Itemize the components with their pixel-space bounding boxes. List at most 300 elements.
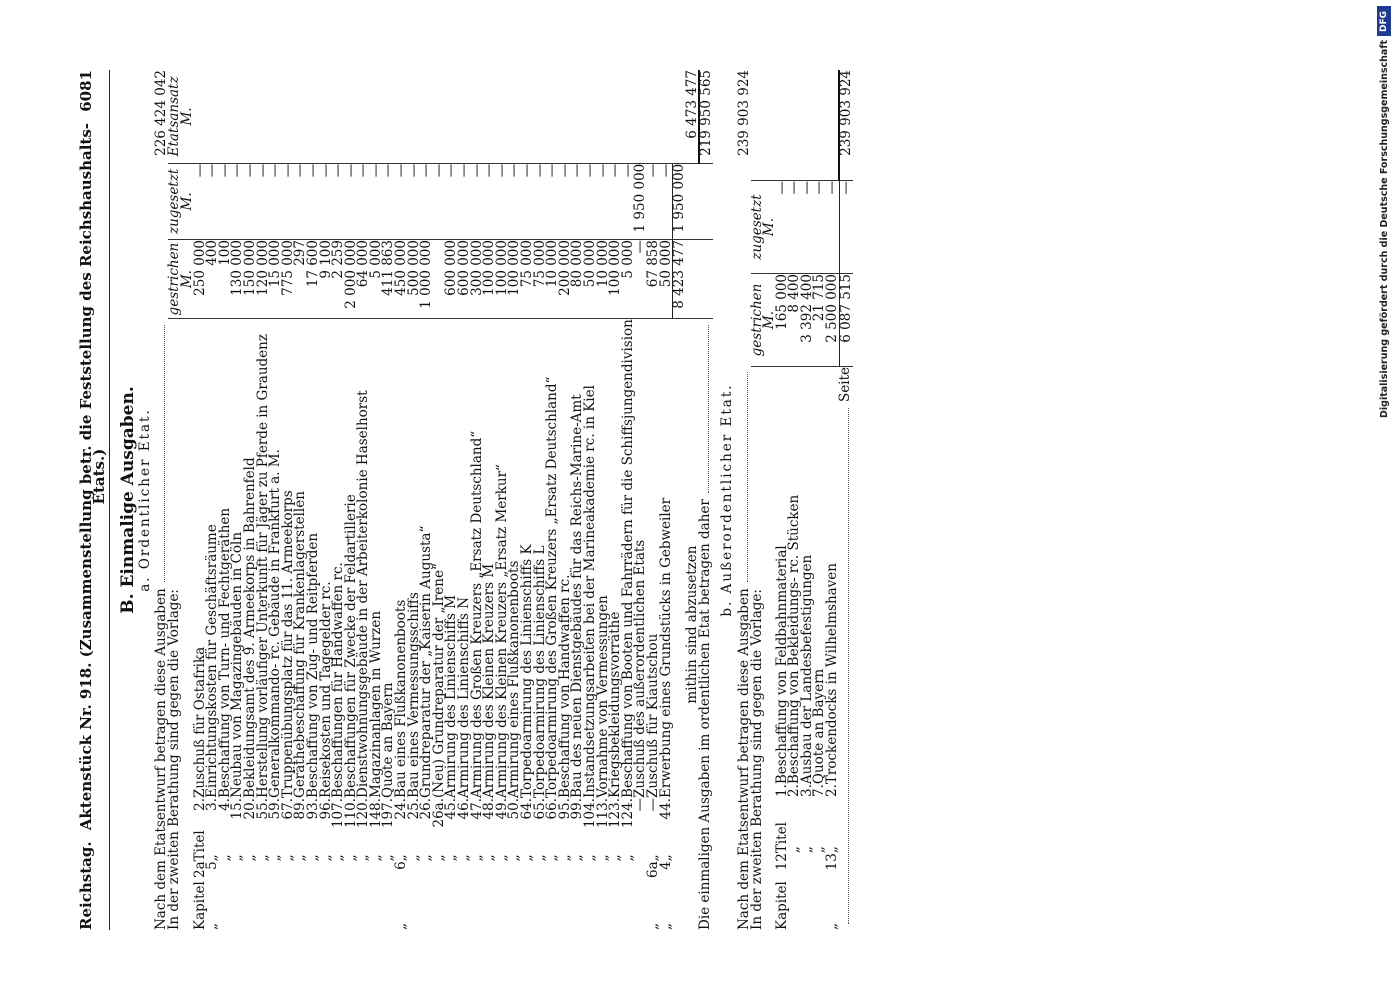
title-label: „ [456, 854, 473, 862]
chapter-label [584, 881, 597, 930]
item-description: Beschaffungen für Handwaffen rc. [330, 562, 347, 798]
ord-total-amount: 219 950 565 [699, 70, 713, 163]
item-description: Erwerbung eines Grundstücks in Gebweiler [657, 497, 674, 798]
amount-gestrichen: 411 863 [382, 240, 395, 319]
title-label: „ [644, 854, 661, 862]
chapter-number [496, 861, 509, 881]
title-number: 49. [493, 797, 510, 820]
extra-intro-amount: 239 903 924 [735, 70, 752, 156]
chapter-label [370, 881, 383, 930]
chapter-label [320, 881, 333, 930]
chapter-label: „ [393, 923, 410, 930]
chapter-label [622, 881, 635, 930]
amount-gestrichen: 297 [294, 240, 307, 319]
chapter-number [521, 861, 534, 881]
title-label: „ [481, 854, 498, 862]
chapter-label: „ [644, 923, 661, 930]
title-number: 93. [304, 797, 321, 820]
chapter-number: 4 [657, 861, 674, 870]
amount-zugesetzt: — [445, 163, 458, 239]
chapter-number [420, 861, 433, 881]
title-number: 26a. [430, 797, 447, 828]
title-number: — [644, 797, 661, 812]
chapter-label [483, 881, 496, 930]
chapter-label: „ [657, 923, 674, 930]
amount-gestrichen: 500 000 [408, 240, 421, 319]
item-description: Magazinanlagen in Wurzen [367, 610, 384, 798]
title-label: „ [292, 854, 309, 862]
title-label: „ [824, 846, 841, 854]
item-description: Bau eines Flußkanonenboots [393, 599, 410, 798]
title-number: 26. [418, 797, 435, 820]
title-number: 4. [216, 797, 233, 811]
item-description: Bekleidungsamt des 9. Armeekorps in Bahrenfeld [241, 457, 258, 798]
amount-gestrichen: 50 000 [584, 240, 597, 319]
chapter-label [231, 881, 244, 930]
item-description: Armirung des Linienschiffs M [443, 594, 460, 798]
item-description: Beschaffung von Booten und Fahrrädern für die Schiffsjungendivision [619, 319, 636, 798]
chapter-label [219, 881, 232, 930]
amount-gestrichen: 130 000 [231, 240, 244, 319]
chapter-label [508, 881, 521, 930]
title-number: — [632, 797, 649, 812]
title-label: „ [556, 854, 573, 862]
chapter-label [408, 881, 421, 930]
amount-zugesetzt: — [458, 163, 471, 239]
title-number: 24. [393, 797, 410, 820]
amount-gestrichen: 2 259 [332, 240, 345, 319]
title-number: 2. [824, 784, 841, 797]
title-label: „ [811, 846, 828, 854]
amount-gestrichen: 15 000 [269, 240, 282, 319]
title-number: 44. [657, 797, 674, 820]
item-description: Beschaffung von Feldbahnmaterial [773, 545, 790, 785]
chapter-label [345, 881, 358, 930]
chapter-label [433, 881, 446, 930]
ordinary-table [155, 70, 713, 930]
header-title: Aktenstück Nr. 918. (Zusammenstellung betr. die Feststellung des Reichshaushalts-Etats.) [77, 122, 108, 831]
chapter-number [345, 861, 358, 881]
chapter-number [597, 861, 610, 881]
title-label: „ [393, 854, 410, 862]
item-description: Vornahme von Vermessungen [594, 595, 611, 798]
title-number: 2. [191, 797, 208, 811]
chapter-label [571, 881, 584, 930]
chapter-number [458, 861, 471, 881]
amount-gestrichen: 10 000 [597, 240, 610, 319]
title-label: Titel [773, 822, 790, 854]
amount-zugesetzt: — [647, 163, 660, 239]
chapter-number [433, 861, 446, 881]
digitization-credit: Digitalisierung gefördert durch die Deutsche Forschungsgemeinschaft [1379, 40, 1390, 418]
amount-gestrichen: 67 858 [647, 240, 660, 319]
table-row [788, 70, 801, 930]
chapter-number [320, 861, 333, 881]
item-description: Grundreparatur der „Kaiserin Augusta“ [418, 525, 435, 798]
chapter-label [597, 881, 610, 930]
item-description: Bau des neuen Dienstgebäudes für das Reichs-Marine-Amt [569, 394, 586, 798]
item-description: Zuschuß für Ostafrika [191, 646, 208, 798]
amount-zugesetzt: — [622, 163, 635, 239]
item-description: Beschaffung von Zug- und Reitpferden [304, 532, 321, 798]
item-description: Instandsetzungsarbeiten bei der Marineakademie rc. in Kiel [581, 385, 598, 798]
amount-zugesetzt: — [219, 163, 232, 239]
chapter-number [408, 861, 421, 881]
amount-gestrichen: 100 000 [496, 240, 509, 319]
extra-table [735, 70, 855, 930]
item-description: Zuschuß des außerordentlichen Etats [632, 539, 649, 798]
title-number: 64. [519, 797, 535, 820]
chapter-label [546, 881, 559, 930]
title-label: „ [544, 854, 561, 862]
amount-gestrichen: 250 000 [194, 240, 207, 319]
amount-gestrichen: 2 000 000 [345, 240, 358, 319]
item-description: Torpedoarmirung des Großen Kreuzers „Ersatz Deutschland“ [544, 376, 561, 798]
amount-gestrichen: 100 000 [483, 240, 496, 319]
item-description: (Neu) Grundreparatur der „Irene“ [430, 563, 447, 798]
item-description: Einrichtungskosten für Geschäftsräume [204, 524, 221, 798]
amount-zugesetzt: — [546, 163, 559, 239]
chapter-number [622, 861, 635, 881]
col-etatsansatz-unit: M. [178, 107, 195, 126]
chapter-label [609, 881, 622, 930]
title-label: Titel [191, 830, 208, 862]
amount-gestrichen: 300 000 [471, 240, 484, 319]
item-description: Beschaffung von Handwaffen rc. [556, 574, 573, 798]
chapter-number: 6 [393, 861, 410, 870]
extra-items [773, 70, 841, 930]
title-label: „ [304, 854, 321, 862]
item-description: Armirung eines Flußkanonenboots [506, 560, 523, 798]
chapter-label [244, 881, 257, 930]
amount-zugesetzt: — [282, 163, 295, 239]
chapter-number [332, 861, 345, 881]
table-row [826, 70, 839, 930]
amount-gestrichen: 100 000 [508, 240, 521, 319]
chapter-label [420, 881, 433, 930]
title-label: „ [216, 854, 233, 862]
amount-zugesetzt: — [534, 163, 547, 239]
amount-zugesetzt: — [471, 163, 484, 239]
chapter-number [483, 861, 496, 881]
amount-gestrichen: 75 000 [521, 240, 534, 319]
title-label: „ [355, 854, 372, 862]
item-description: Reisekosten und Tagegelder rc. [317, 581, 334, 798]
col-zugesetzt-unit: M. [178, 192, 195, 211]
col-zugesetzt: zugesetzt [166, 168, 183, 235]
title-number: 1. [773, 784, 790, 797]
title-number: 120. [355, 797, 372, 829]
chapter-number [307, 861, 320, 881]
chapter-number [445, 861, 458, 881]
title-number: 55. [254, 797, 271, 820]
title-number: 45. [443, 797, 460, 820]
extra-sum-gestrichen: 6 087 515 [839, 274, 853, 367]
item-description: Herstellung vorläufiger Unterkunft für Jäger zu Pferde in Graudenz [254, 334, 271, 798]
amount-gestrichen: 120 000 [257, 240, 270, 319]
amount-zugesetzt: — [433, 163, 446, 239]
title-label: „ [342, 854, 359, 862]
amount-zugesetzt: — [382, 163, 395, 239]
title-number: 50. [506, 797, 523, 820]
amount-gestrichen: 100 000 [609, 240, 622, 319]
item-description: Zuschuß für Kiautschou [644, 633, 661, 798]
title-number: 48. [481, 797, 498, 820]
amount-zugesetzt: — [597, 163, 610, 239]
item-description: Armirung des Kleinen Kreuzers M [481, 563, 498, 798]
ord-intro: Nach dem Etatsentwurf betragen diese Ausgaben [153, 588, 170, 930]
amount-zugesetzt: — [801, 181, 814, 274]
chapter-label [458, 881, 471, 930]
title-number: 96. [317, 797, 334, 820]
chapter-number [219, 861, 232, 881]
amount-gestrichen: 150 000 [244, 240, 257, 319]
amount-gestrichen: 600 000 [445, 240, 458, 319]
item-description: Dienstwohnungsgebäude in der Arbeiterkolonie Haselhorst [355, 390, 372, 798]
amount-zugesetzt: — [660, 163, 673, 239]
extra-col-zugesetzt-unit: M. [761, 217, 778, 237]
amount-zugesetzt: — [521, 163, 534, 239]
header-left: Reichstag. [77, 841, 95, 930]
ord-sum-gestrichen: 8 423 477 [673, 240, 686, 319]
title-number: 65. [531, 797, 548, 820]
extra-debate-line: In der zweiten Berathung sind gegen die Vorlage: [748, 589, 765, 930]
amount-gestrichen: 775 000 [282, 240, 295, 319]
amount-zugesetzt: — [826, 181, 839, 274]
chapter-number: 12 [773, 853, 790, 871]
item-description: Geräthebeschaffung für Krankenlagerstellen [292, 491, 309, 798]
chapter-number [584, 861, 597, 881]
amount-gestrichen: 9 100 [320, 240, 333, 319]
chapter-label: Kapitel [191, 881, 208, 930]
extra-col-zugesetzt: zugesetzt [748, 194, 765, 260]
amount-zugesetzt: — [357, 163, 370, 239]
chapter-label [471, 881, 484, 930]
chapter-label [257, 881, 270, 930]
title-label: „ [229, 854, 246, 862]
amount-gestrichen: 50 000 [660, 240, 673, 319]
chapter-label [521, 881, 534, 930]
amount-zugesetzt: — [320, 163, 333, 239]
amount-zugesetzt: — [559, 163, 572, 239]
amount-zugesetzt: — [776, 181, 789, 274]
abzusetzen-amount: 6 473 477 [686, 70, 700, 163]
amount-gestrichen: 64 000 [357, 240, 370, 319]
amount-zugesetzt: — [571, 163, 584, 239]
chapter-label [332, 881, 345, 930]
title-label: „ [619, 854, 636, 862]
table-row [813, 70, 826, 930]
title-label: „ [607, 854, 624, 862]
title-number: 15. [229, 797, 246, 820]
title-number: 3. [204, 797, 221, 811]
item-description: Trockendocks in Wilhelmshaven [824, 563, 841, 785]
title-number: 25. [405, 797, 422, 820]
chapter-number [801, 853, 814, 881]
item-description: Quote an Bayern [380, 682, 397, 798]
title-label: „ [330, 854, 347, 862]
title-number: 20. [241, 797, 258, 820]
chapter-number: 5 [204, 861, 221, 870]
chapter-number [534, 861, 547, 881]
amount-gestrichen: 1 000 000 [420, 240, 433, 319]
amount-zugesetzt: — [257, 163, 270, 239]
amount-gestrichen: 80 000 [571, 240, 584, 319]
amount-zugesetzt: — [370, 163, 383, 239]
chapter-label [282, 881, 295, 930]
extra-sum-zugesetzt: — [839, 181, 853, 274]
item-description: Beschaffung von Bekleidungs- rc. Stücken [786, 494, 803, 785]
title-number: 124. [619, 797, 636, 829]
amount-gestrichen: 5 000 [622, 240, 635, 319]
title-label: „ [204, 854, 221, 862]
amount-gestrichen: 450 000 [395, 240, 408, 319]
item-description: Neubau von Magazingebäuden in Cöln [229, 531, 246, 798]
title-number: 89. [292, 797, 309, 820]
ordinary-items [191, 70, 674, 930]
ord-total-label: Die einmaligen Ausgaben im ordentlichen Etat betragen daher [697, 499, 714, 930]
item-description: Kriegsbekleidungsvorräthe [607, 611, 624, 798]
chapter-number [471, 861, 484, 881]
amount-zugesetzt: — [332, 163, 345, 239]
item-description: Beschaffungen für Zwecke der Feldartillerie [342, 494, 359, 798]
title-label: „ [786, 846, 803, 854]
title-number: 7. [811, 784, 828, 797]
title-number: 110. [342, 797, 359, 829]
ord-sum-zugesetzt: 1 950 000 [673, 163, 686, 239]
amount-gestrichen: 600 000 [458, 240, 471, 319]
title-number: 66. [544, 797, 561, 820]
chapter-label [357, 881, 370, 930]
chapter-number [508, 861, 521, 881]
chapter-number [244, 861, 257, 881]
amount-zugesetzt: — [345, 163, 358, 239]
seite-amount: 239 903 924 [839, 70, 853, 181]
chapter-number [357, 861, 370, 881]
seite-label: Seite [837, 367, 854, 402]
title-number: 59. [267, 797, 284, 820]
title-number: 197. [380, 797, 397, 829]
amount-gestrichen: 400 [206, 240, 219, 319]
ord-intro-amount: 226 424 042 [153, 70, 170, 156]
title-number: 148. [367, 797, 384, 829]
item-description: Truppenübungsplatz für das 11. Armeekorps [279, 490, 296, 798]
item-description: Torpedoarmirung des Linienschiffs L [531, 545, 548, 798]
title-label: „ [254, 854, 271, 862]
title-label: „ [569, 854, 586, 862]
title-number: 95. [556, 797, 573, 820]
chapter-number [559, 861, 572, 881]
title-label: „ [380, 854, 397, 862]
amount-gestrichen: 17 600 [307, 240, 320, 319]
amount-zugesetzt: — [294, 163, 307, 239]
chapter-number [257, 861, 270, 881]
item-description: Armirung des Großen Kreuzers „Ersatz Deutschland“ [468, 430, 485, 798]
amount-zugesetzt: — [307, 163, 320, 239]
dfg-logo: DFG [1377, 6, 1391, 36]
chapter-number [231, 861, 244, 881]
title-label: „ [594, 854, 611, 862]
amount-gestrichen: 200 000 [559, 240, 572, 319]
section-title: B. Einmalige Ausgaben. [118, 386, 139, 614]
amount-zugesetzt: — [194, 163, 207, 239]
item-description: Ausbau der Landesbefestigungen [798, 554, 815, 785]
chapter-label [788, 881, 801, 930]
amount-gestrichen: 5 000 [370, 240, 383, 319]
title-number: 99. [569, 797, 586, 820]
title-label: „ [531, 854, 548, 862]
amount-zugesetzt: — [788, 181, 801, 274]
title-label: „ [430, 854, 447, 862]
title-label: „ [519, 854, 535, 862]
item-description: Quote an Bayern [811, 668, 828, 785]
chapter-label [307, 881, 320, 930]
title-number: 3. [798, 784, 815, 797]
title-label: „ [405, 854, 422, 862]
title-number: 107. [330, 797, 347, 829]
title-label: „ [506, 854, 523, 862]
chapter-number [571, 861, 584, 881]
title-label: „ [418, 854, 435, 862]
amount-zugesetzt: — [813, 181, 826, 274]
amount-zugesetzt: — [206, 163, 219, 239]
title-label: „ [443, 854, 460, 862]
title-number: 113. [594, 797, 611, 829]
title-label: „ [468, 854, 485, 862]
item-description: Torpedoarmirung des Linienschiffs K [519, 544, 535, 798]
amount-zugesetzt: 1 950 000 [634, 163, 647, 239]
chapter-number: 2a [191, 861, 208, 878]
chapter-number [546, 861, 559, 881]
chapter-number [370, 861, 383, 881]
title-number: 67. [279, 797, 296, 820]
extra-col-gestrichen-unit: M. [761, 310, 778, 330]
title-label: „ [317, 854, 334, 862]
title-label: „ [493, 854, 510, 862]
title-number: 123. [607, 797, 624, 829]
debate-line: In der zweiten Berathung sind gegen die Vorlage: [166, 589, 183, 930]
chapter-label: „ [204, 923, 221, 930]
chapter-label [269, 881, 282, 930]
table-row [801, 70, 814, 930]
title-number: 47. [468, 797, 485, 820]
amount-zugesetzt: — [508, 163, 521, 239]
page-number: 6081 [77, 70, 95, 112]
chapter-label [496, 881, 509, 930]
chapter-number [788, 853, 801, 881]
abzusetzen-label: mithin sind abzusetzen [683, 545, 700, 704]
title-label: „ [798, 846, 815, 854]
chapter-number [609, 861, 622, 881]
ordinary-title: a. Ordentlicher Etat. [136, 408, 153, 592]
col-gestrichen: gestrichen [166, 242, 183, 316]
amount-gestrichen: 8 400 [788, 274, 801, 367]
amount-zugesetzt: — [244, 163, 257, 239]
amount-zugesetzt: — [395, 163, 408, 239]
amount-gestrichen: 165 000 [776, 274, 789, 367]
chapter-number [294, 861, 307, 881]
amount-zugesetzt: — [269, 163, 282, 239]
extra-intro: Nach dem Etatsentwurf betragen diese Ausgaben [735, 588, 752, 930]
amount-zugesetzt: — [609, 163, 622, 239]
title-label: „ [267, 854, 284, 862]
title-label: „ [367, 854, 384, 862]
col-gestrichen-unit: M. [178, 270, 195, 289]
chapter-label [801, 881, 814, 930]
chapter-number [269, 861, 282, 881]
extra-title: b. Außerordentlicher Etat. [718, 383, 735, 617]
amount-zugesetzt: — [408, 163, 421, 239]
